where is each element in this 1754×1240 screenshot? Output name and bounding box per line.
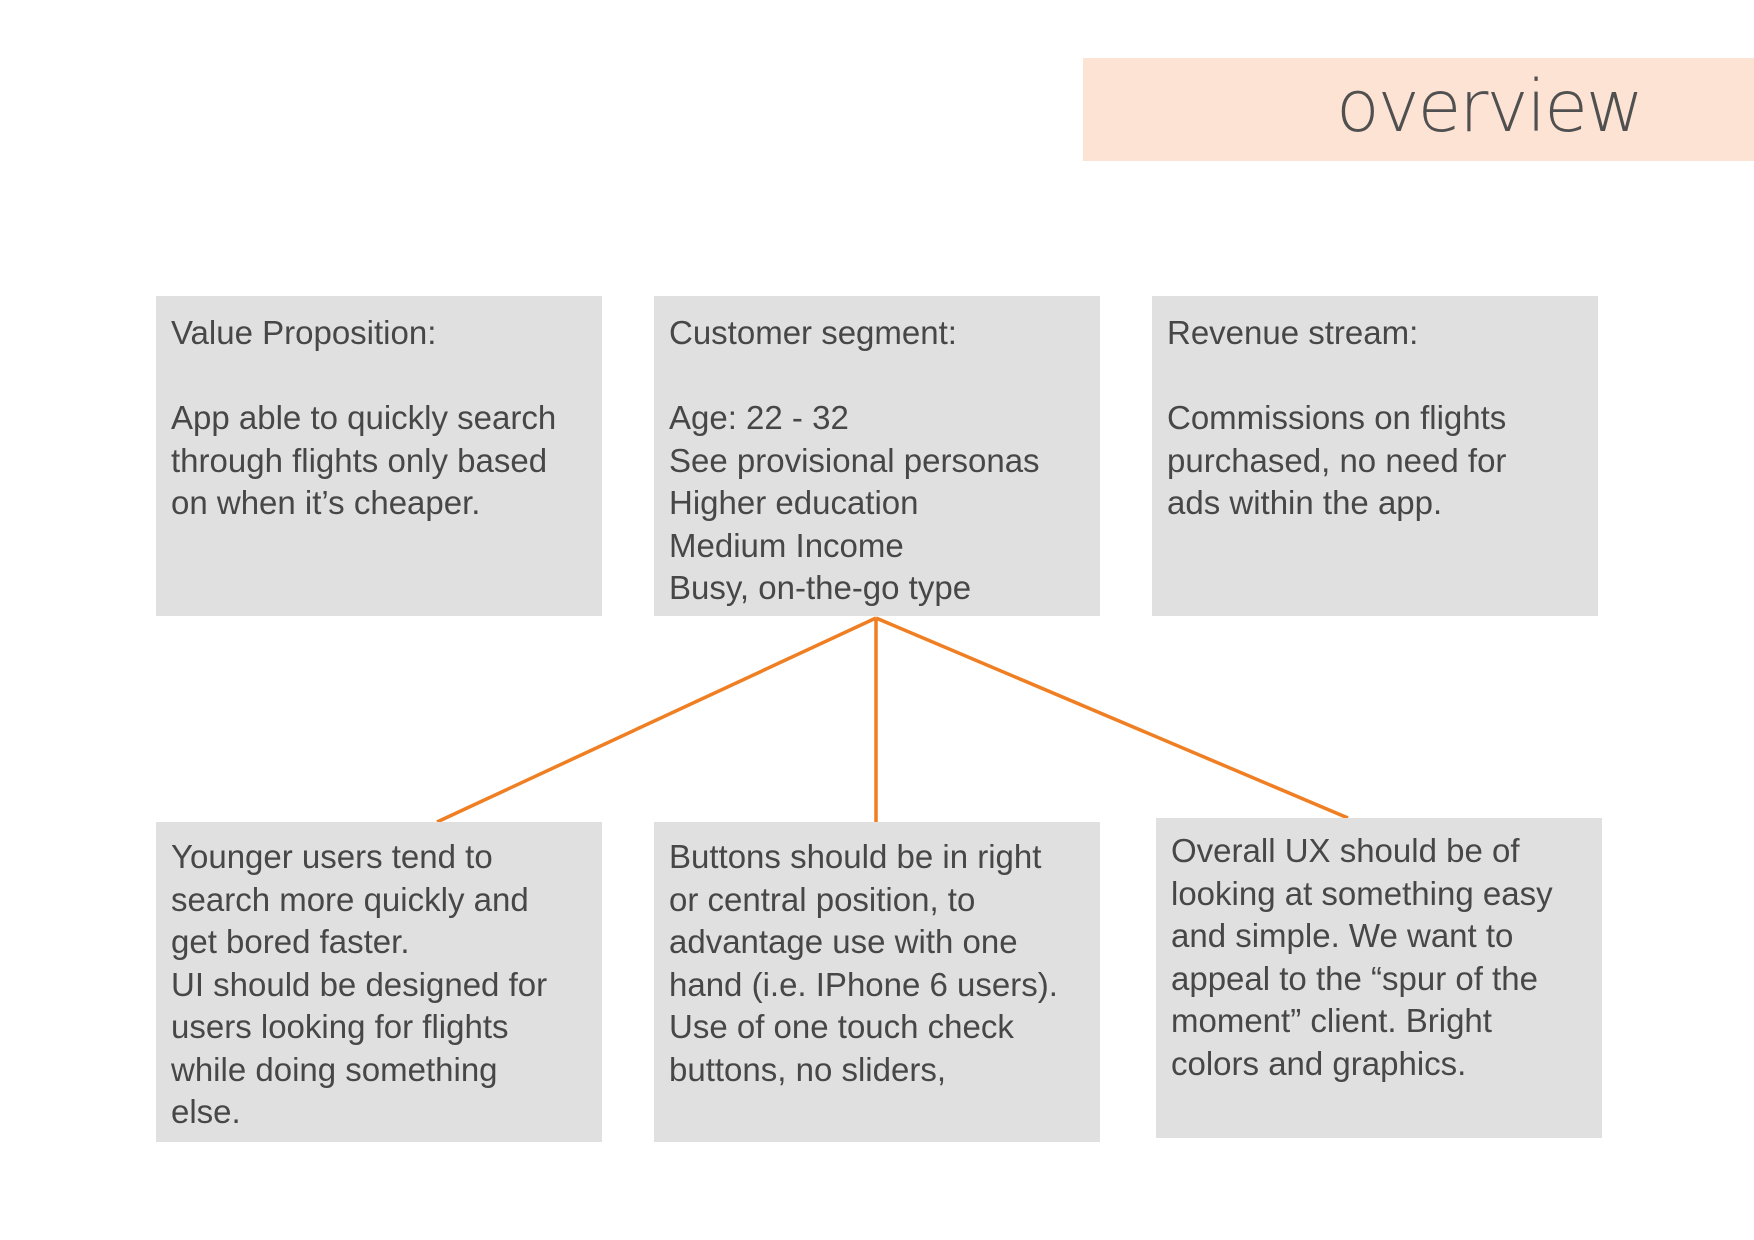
connector-left: [437, 618, 876, 822]
younger-users-box: Younger users tend to search more quickly and get bored faster. UI should be designed for users looking for flights while doing something else.: [156, 822, 602, 1142]
connector-right: [876, 618, 1348, 818]
revenue-stream-box: Revenue stream: Commissions on flights purchased, no need for ads within the app.: [1152, 296, 1598, 616]
page-title: overview: [1336, 65, 1642, 148]
customer-segment-box: Customer segment: Age: 22 - 32 See provisional personas Higher education Medium Income Busy, on-the-go type: [654, 296, 1100, 616]
buttons-placement-box: Buttons should be in right or central position, to advantage use with one hand (i.e. IPhone 6 users). Use of one touch check buttons, no sliders,: [654, 822, 1100, 1142]
value-proposition-box: Value Proposition: App able to quickly search through flights only based on when it’s cheaper.: [156, 296, 602, 616]
overall-ux-box: Overall UX should be of looking at something easy and simple. We want to appeal to the “spur of the moment” client. Bright colors and graphics.: [1156, 818, 1602, 1138]
